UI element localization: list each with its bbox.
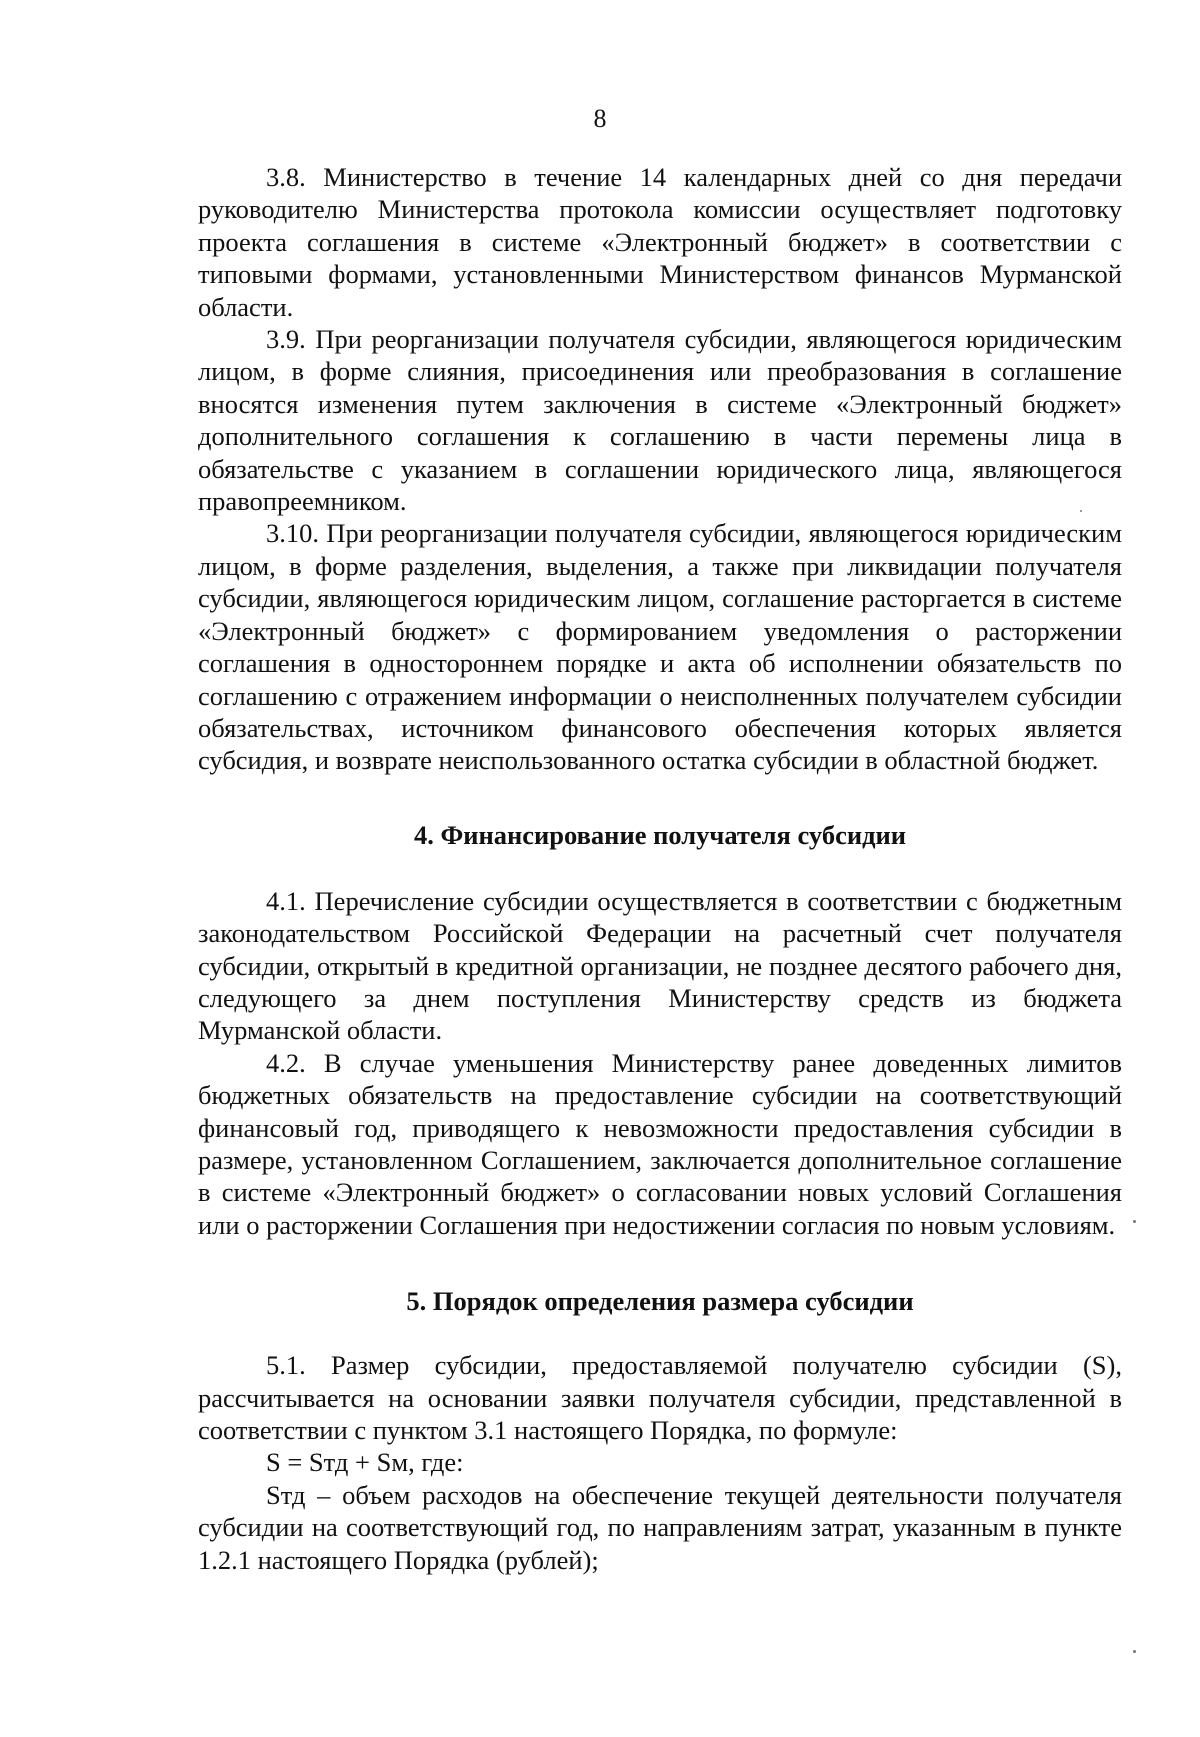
paragraph-5-1: 5.1. Размер субсидии, предоставляемой получателю субсидии (S), рассчитывается на основании заявки получателя субсидии, представленной в соответствии с пунктом 3.1 настоящего Порядка, по формуле: (198, 1350, 1122, 1445)
section-heading-4: 4. Финансирование получателя субсидии (413, 819, 907, 850)
paragraph-4-2: 4.2. В случае уменьшения Министерству ранее доведенных лимитов бюджетных обязательств на предоставление субсидии на соответствующий финансовый год, приводящего к невозможности предоставления субсидии в размере, установленном Соглашением, заключается дополнительное соглашение в системе «Электронный бюджет» о согласовании новых условий Соглашения или о расторжении Соглашения при недостижении согласия по новым условиям. (198, 1047, 1122, 1240)
paragraph-3-8: 3.8. Министерство в течение 14 календарных дней со дня передачи руководителю Министерства протокола комиссии осуществляет подготовку проекта соглашения в системе «Электронный бюджет» в соответствии с типовыми формами, установленными Министерством финансов Мурманской области. (198, 162, 1122, 322)
section-heading-5: 5. Порядок определения размера субсидии (406, 1286, 914, 1317)
paragraph-3-10: 3.10. При реорганизации получателя субсидии, являющегося юридическим лицом, в форме разделения, выделения, а также при ликвидации получателя субсидии, являющегося юридическим лицом, соглашение расторгается в системе «Электронный бюджет» с формированием уведомления о расторжении соглашения в одностороннем порядке и акта об исполнении обязательств по соглашению с отражением информации о неисполненных получателем субсидии обязательствах, источником финансового обеспечения которых является субсидия, и возврате неиспользованного остатка субсидии в областной бюджет. (198, 518, 1122, 776)
scan-speck (1133, 1220, 1136, 1223)
page-number: 8 (593, 104, 607, 133)
document-body (198, 161, 1122, 1576)
formula-line: S = Sтд + Sм, где: (266, 1447, 464, 1478)
paragraph-3-9: 3.9. При реорганизации получателя субсидии, являющегося юридическим лицом, в форме слияния, присоединения или преобразования в соглашение вносятся изменения путем заключения в системе «Электронный бюджет» дополнительного соглашения к соглашению в части перемены лица в обязательстве с указанием в соглашении юридического лица, являющегося правопреемником. (198, 324, 1122, 517)
paragraph-4-1: 4.1. Перечисление субсидии осуществляется в соответствии с бюджетным законодательством Российской Федерации на расчетный счет получателя субсидии, открытый в кредитной организации, не позднее десятого рабочего дня, следующего за днем поступления Министерству средств из бюджета Мурманской области. (198, 885, 1122, 1046)
paragraph-std-definition: Sтд – объем расходов на обеспечение текущей деятельности получателя субсидии на соответствующий год, по направлениям затрат, указанным в пункте 1.2.1 настоящего Порядка (рублей); (198, 1479, 1122, 1575)
scan-speck (1080, 510, 1082, 512)
scan-speck (1133, 1650, 1136, 1653)
